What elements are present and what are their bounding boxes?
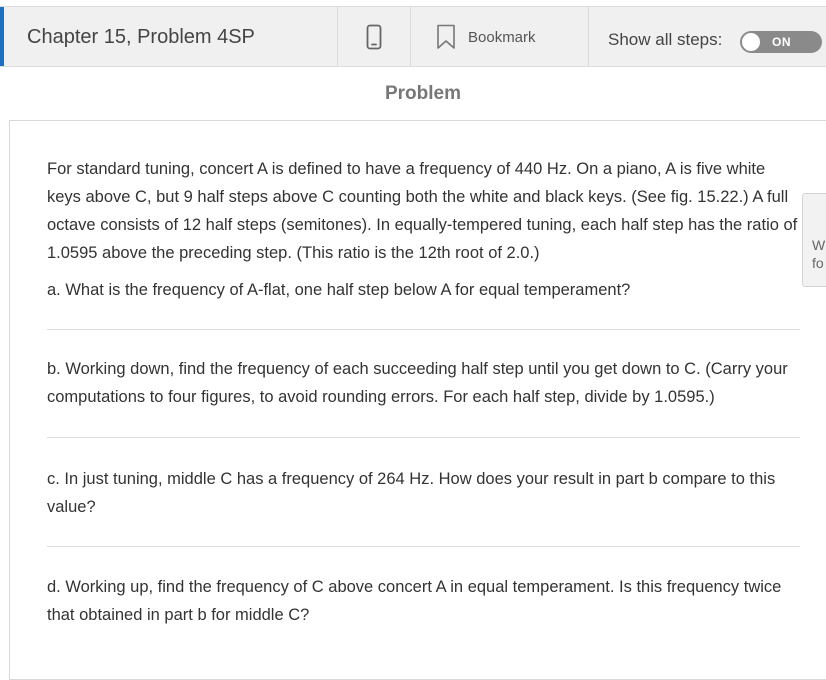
header-accent-bar [0, 7, 4, 66]
mobile-view-button[interactable] [362, 23, 386, 51]
side-help-tab[interactable] [802, 193, 826, 287]
toggle-state-label: ON [772, 35, 791, 49]
problem-part-c: c. In just tuning, middle C has a frequency of 264 Hz. How does your result in part b compare to this value? [47, 470, 776, 516]
problem-part-a: a. What is the frequency of A-flat, one half step below A for equal temperament? [47, 281, 631, 299]
show-all-steps-toggle[interactable] [740, 31, 822, 53]
bookmark-button[interactable] [436, 22, 536, 52]
part-separator [47, 329, 800, 330]
section-title: Problem [384, 83, 462, 104]
side-tab-text [812, 236, 825, 272]
problem-intro: For standard tuning, concert A is defined to have a frequency of 440 Hz. On a piano, A is five white keys above C, but 9 half steps above C counting both the white and black keys. (See fig. 15.22.) A full octave consists of 12 half steps (semitones). In equally-tempered tuning, each half step has the ratio of 1.0595 above the preceding step. (This ratio is the 12th root of 2.0.) [47, 160, 798, 262]
header-divider [337, 7, 338, 66]
problem-header [0, 6, 826, 67]
problem-part-b: b. Working down, find the frequency of each succeeding half step until you get down to C. (Carry your computations to four figures, to avoid rounding errors. For each half step, divide by 1.0595.) [47, 360, 788, 406]
bookmark-label: Bookmark [468, 28, 536, 46]
part-separator [47, 546, 800, 547]
problem-part-d: d. Working up, find the frequency of C above concert A in equal temperament. Is this frequency twice that obtained in part b for middle C? [47, 578, 782, 624]
toggle-knob [741, 32, 761, 52]
header-divider [410, 7, 411, 66]
bookmark-icon [436, 24, 456, 50]
side-tab-line: fo [812, 255, 824, 271]
mobile-phone-icon [366, 24, 382, 50]
show-all-steps-label: Show all steps: [608, 30, 723, 49]
chapter-title: Chapter 15, Problem 4SP [27, 26, 255, 48]
header-divider [588, 7, 589, 66]
side-tab-line: W [812, 237, 826, 253]
part-separator [47, 437, 800, 438]
